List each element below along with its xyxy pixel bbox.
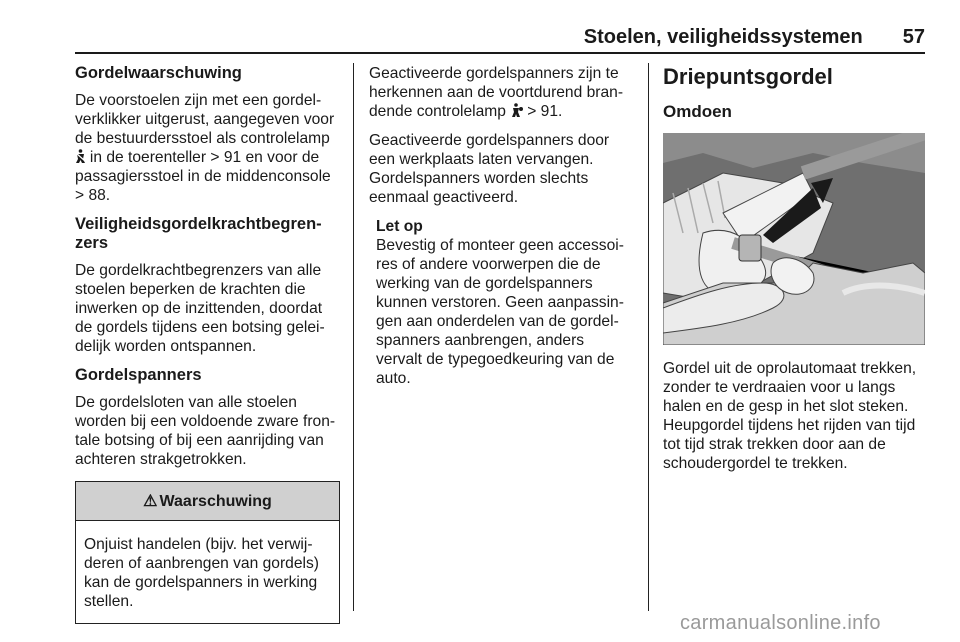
seatbelt-fastening-illustration — [663, 133, 925, 345]
note-label: Let op — [376, 218, 423, 235]
paragraph-seatbelt-reminder: De voorstoelen zijn met een gordel- verklikker uitgerust, aangegeven voor de bestuurdersstoel als controlelamp in de toerenteller ˃ 91 en voor de passagiersstoel in de middenconsole ˃ 88. — [75, 92, 335, 204]
warning-box-header: ⚠ Waarschuwing — [76, 482, 339, 521]
heading-three-point-belt: Driepuntsgordel — [663, 64, 833, 89]
page-title: Stoelen, veiligheidssystemen — [583, 26, 863, 48]
seatbelt-warning-icon — [75, 149, 90, 165]
heading-force-limiter: Veiligheidsgordelkrachtbegren- zers — [75, 215, 322, 252]
paragraph-replace-tensioners: Geactiveerde gordelspanners door een werkplaats laten vervangen. Gordelspanners worden slechts eenmaal geactiveerd. — [369, 132, 610, 206]
heading-belt-tensioners: Gordelspanners — [75, 366, 202, 384]
warning-box — [75, 481, 340, 624]
heading-fasten: Omdoen — [663, 102, 732, 121]
paragraph-activated-tensioners: Geactiveerde gordelspanners zijn te herkennen aan de voortdurend bran- dende controlelamp ˃ 91. — [369, 65, 624, 120]
column-divider — [648, 63, 649, 611]
note-block: Let op Bevestig of monteer geen accessoi- res of andere voorwerpen die de werking van de gordelspanners kunnen verstoren. Geen aanpassin- gen aan onderdelen van de gordel- spanners aanbrengen, anders vervalt de typegoedkeuring van de auto. — [376, 217, 637, 388]
reference-arrow-icon: ˃ — [210, 149, 220, 166]
paragraph-belt-tensioners: De gordelsloten van alle stoelen worden bij een voldoende zware fron- tale botsing of bij een aanrijding van achteren strakgetrokken. — [75, 394, 336, 468]
column-right — [663, 64, 925, 483]
belt-tensioner-lamp-icon — [510, 103, 527, 119]
column-middle — [369, 64, 637, 388]
column-left — [75, 64, 340, 624]
reference-arrow-icon: ˃ — [527, 103, 537, 120]
column-divider — [353, 63, 354, 611]
reference-arrow-icon: ˃ — [75, 187, 85, 204]
page-number: 57 — [902, 26, 925, 48]
warning-box-body: Onjuist handelen (bijv. het verwij- deren of aanbrengen van gordels) kan de gordelspanners in werking stellen. — [84, 536, 319, 610]
paragraph-fasten-instructions: Gordel uit de oprolautomaat trekken, zonder te verdraaien voor u langs halen en de gesp in het slot steken. Heupgordel tijdens het rijden van tijd tot tijd strak trekken door aan de schoudergordel te trekken. — [663, 360, 917, 472]
paragraph-force-limiter: De gordelkrachtbegrenzers van alle stoelen beperken de krachten die inwerken op de inzittenden, doordat de gordels tijdens een botsing gelei- delijk worden ontspannen. — [75, 262, 325, 355]
warning-triangle-icon: ⚠ — [143, 492, 158, 510]
watermark: carmanualsonline.info — [680, 612, 881, 634]
page-header — [75, 26, 925, 54]
heading-seatbelt-reminder: Gordelwaarschuwing — [75, 64, 242, 82]
